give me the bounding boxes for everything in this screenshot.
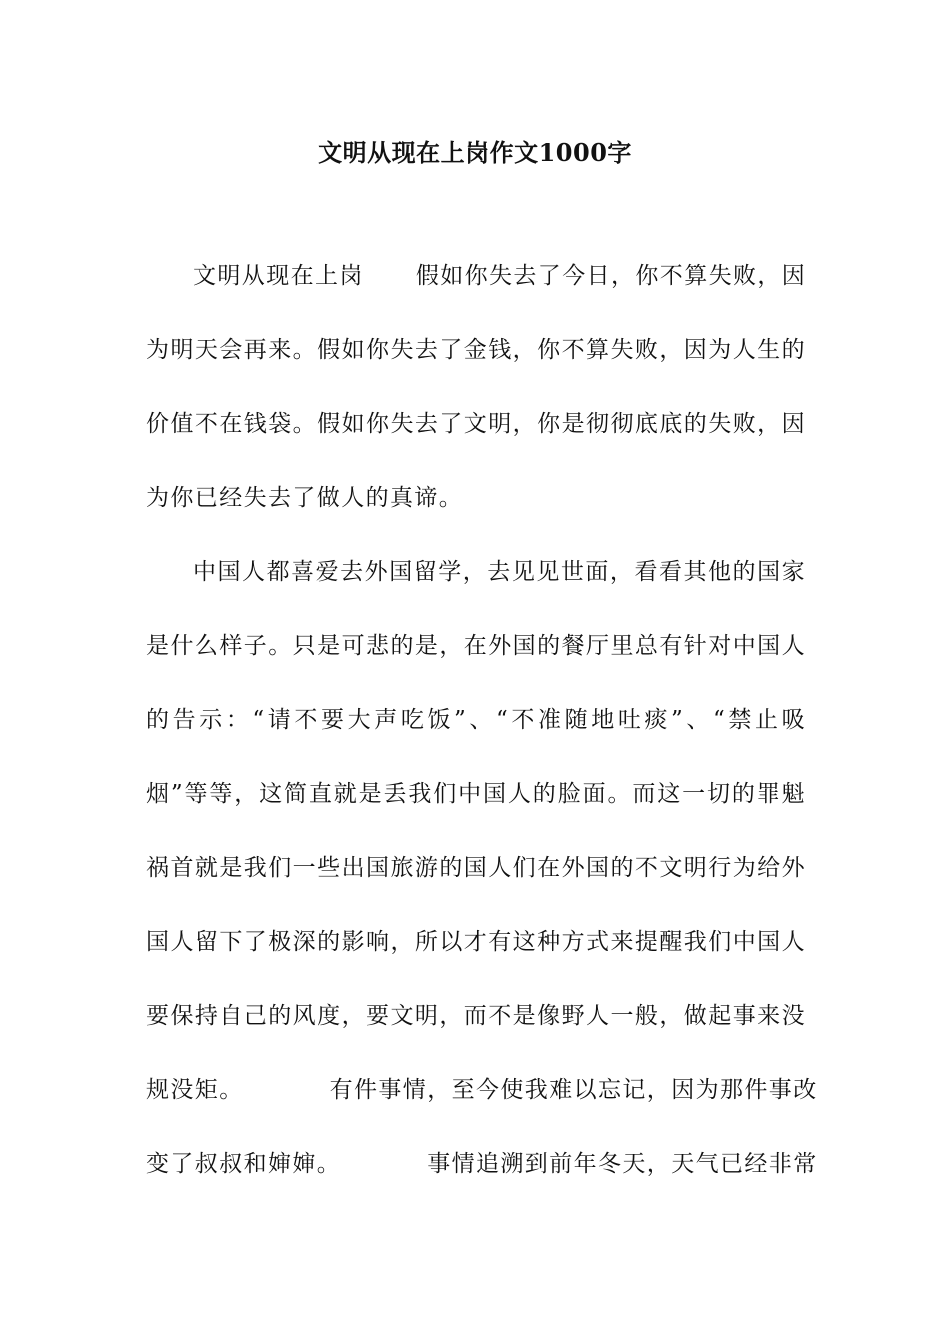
text-line: [146, 255, 806, 329]
text-segment: 事情追溯到前年冬天，天气已经非常: [427, 1151, 818, 1177]
text-line: 烟”等等，这简直就是丢我们中国人的脸面。而这一切的罪魁: [146, 781, 806, 807]
text-line: [146, 1143, 818, 1217]
text-line: 要保持自己的风度，要文明，而不是像野人一般，做起事来没: [146, 1003, 806, 1029]
document-title: 文明从现在上岗作文1000字: [318, 138, 632, 167]
text-line: 国人留下了极深的影响，所以才有这种方式来提醒我们中国人: [146, 929, 806, 955]
text-line: 为明天会再来。假如你失去了金钱，你不算失败，因为人生的: [146, 337, 806, 363]
text-line: 价值不在钱袋。假如你失去了文明，你是彻彻底底的失败，因: [146, 411, 806, 437]
text-segment: 变了叔叔和婶婶。: [146, 1151, 342, 1177]
text-line: 为你已经失去了做人的真谛。: [146, 485, 464, 511]
text-segment: 假如你失去了今日，你不算失败，因: [415, 263, 807, 289]
text-segment: 有件事情，至今使我难以忘记，因为那件事改: [329, 1077, 818, 1103]
text-line: [146, 1069, 818, 1143]
text-line: 中国人都喜爱去外国留学，去见见世面，看看其他的国家: [193, 559, 806, 585]
text-line: 是什么样子。只是可悲的是，在外国的餐厅里总有针对中国人: [146, 633, 806, 659]
text-segment: 规没矩。: [146, 1077, 244, 1103]
document-body: [146, 255, 818, 1217]
text-segment: 文明从现在上岗: [193, 263, 364, 289]
text-line: 的告示：“请不要大声吃饭”、“不准随地吐痰”、“禁止吸: [146, 707, 806, 733]
text-line: 祸首就是我们一些出国旅游的国人们在外国的不文明行为给外: [146, 855, 806, 881]
